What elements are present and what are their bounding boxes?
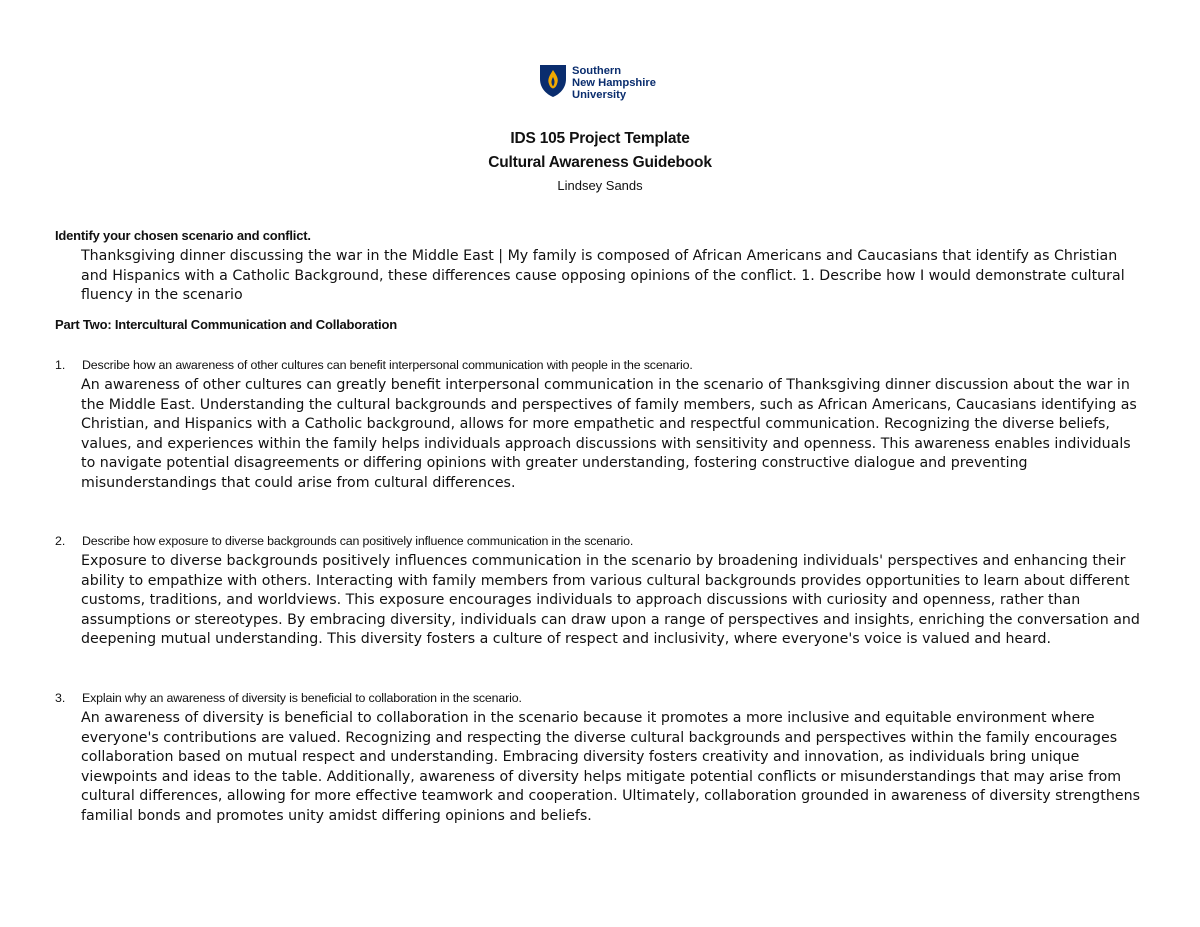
answer-3: An awareness of diversity is beneficial to collaboration in the scenario because it promotes a more inclusive and equitable environment where everyone's contributions are valued. Recognizing and respecting the diverse cultural backgrounds and perspectives within the family encourages collaboration based on mutual respect and understanding. Embracing diversity fosters creativity and innovation, as individuals bring unique viewpoints and ideas to the table. Additionally, awareness of diversity helps mitigate potential conflicts or misunderstandings that may arise from cultural differences, allowing for more effective teamwork and cooperation. Ultimately, collaboration grounded in awareness of diversity strengthens familial bonds and promotes unity amidst differing opinions and beliefs. — [81, 710, 1140, 824]
document-title: IDS 105 Project Template — [510, 130, 690, 147]
logo-line-1: Southern — [572, 65, 622, 77]
logo-wordmark — [572, 65, 656, 101]
answer-2: Exposure to diverse backgrounds positively influences communication in the scenario by broadening individuals' perspectives and enhancing their ability to empathize with others. Interacting with family members from various cultural backgrounds provides opportunities to learn about different customs, traditions, and worldviews. This exposure encourages individuals to approach discussions with curiosity and openness, rather than assumptions or stereotypes. By embracing diversity, individuals can draw upon a range of perspectives and insights, enriching the conversation and deepening mutual understanding. This diversity fosters a culture of respect and inclusivity, where everyone's voice is valued and heard. — [81, 553, 1140, 648]
question-prompt: Describe how an awareness of other cultures can benefit interpersonal communication with people in the scenario. — [82, 358, 693, 372]
scenario-heading: Identify your chosen scenario and conflict. — [55, 228, 311, 243]
document-title-block — [0, 127, 1200, 196]
part-two-heading: Part Two: Intercultural Communication and Collaboration — [55, 317, 397, 332]
question-number: 3. — [55, 691, 66, 705]
answer-1: An awareness of other cultures can greatly benefit interpersonal communication in the scenario of Thanksgiving dinner discussion about the war in the Middle East. Understanding the cultural backgrounds and perspectives of family members, such as African Americans, Caucasians identifying as Christian, and Hispanics with a Catholic background, allows for more empathetic and respectful communication. Recognizing the diverse beliefs, values, and experiences within the family helps individuals approach discussions with sensitivity and openness. This awareness enables individuals to navigate potential disagreements or differing opinions with greater understanding, fostering constructive dialogue and preventing misunderstandings that could arise from cultural differences. — [81, 377, 1137, 491]
question-number: 1. — [55, 358, 66, 372]
logo-line-2: New Hampshire — [572, 77, 656, 89]
question-prompt: Explain why an awareness of diversity is beneficial to collaboration in the scenario. — [82, 691, 522, 705]
question-3 — [55, 691, 522, 705]
question-number: 2. — [55, 534, 66, 548]
scenario-text: Thanksgiving dinner discussing the war in the Middle East | My family is composed of African Americans and Caucasians that identify as Christian and Hispanics with a Catholic Background, these differences cause opposing opinions of the conflict. 1. Describe how I would demonstrate cultural fluency in the scenario — [81, 248, 1125, 304]
question-2 — [55, 534, 633, 548]
document-subtitle: Cultural Awareness Guidebook — [488, 154, 712, 171]
logo-line-3: University — [572, 89, 627, 101]
question-1 — [55, 358, 693, 372]
question-prompt: Describe how exposure to diverse backgrounds can positively influence communication in the scenario. — [82, 534, 634, 548]
university-logo — [539, 64, 656, 101]
author-name: Lindsey Sands — [557, 178, 643, 193]
shield-flame-icon — [539, 64, 567, 98]
